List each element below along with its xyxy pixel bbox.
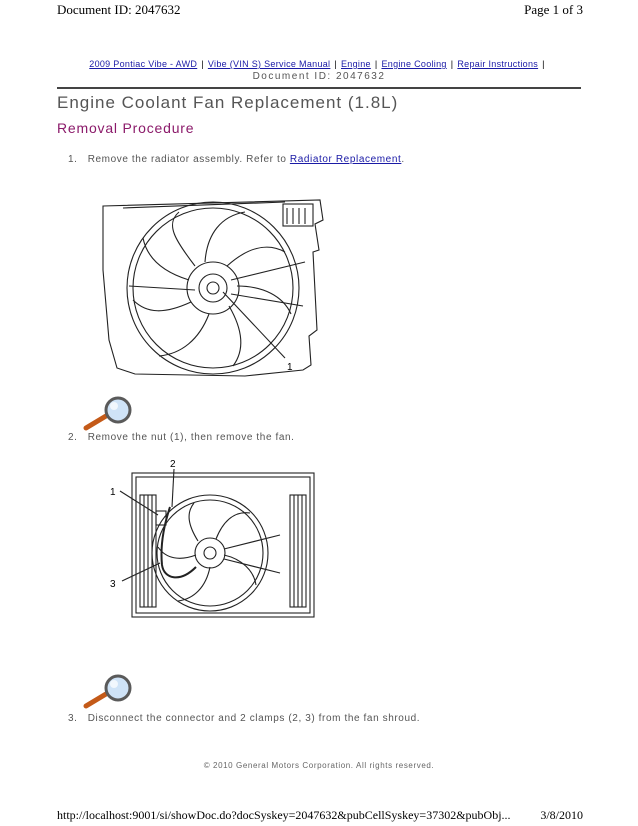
print-footer-url: http://localhost:9001/si/showDoc.do?docSyskey=2047632&pubCellSyskey=37302&pubObj...	[57, 808, 511, 822]
print-footer-date: 3/8/2010	[540, 808, 583, 822]
page-title: Engine Coolant Fan Replacement (1.8L)	[57, 93, 399, 112]
step-number: 1.	[68, 154, 78, 165]
fan-illustration	[95, 190, 335, 390]
breadcrumb-separator: |	[542, 59, 545, 69]
step-1	[68, 154, 405, 165]
step-text: Disconnect the connector and 2 clamps (2, 3) from the fan shroud.	[87, 713, 421, 724]
breadcrumb-separator: |	[334, 59, 337, 69]
print-header-page: Page 1 of 3	[524, 2, 583, 17]
section-title: Removal Procedure	[57, 120, 195, 136]
callout-1: 1	[110, 487, 116, 498]
header-divider	[57, 87, 581, 89]
step-text: Remove the nut (1), then remove the fan.	[87, 432, 295, 443]
step-suffix: .	[401, 154, 405, 165]
callout-2: 2	[170, 459, 176, 470]
print-header-docid: Document ID: 2047632	[57, 2, 181, 17]
breadcrumb	[57, 59, 581, 69]
magnifier-icon[interactable]	[80, 672, 134, 712]
callout-1: 1	[287, 362, 293, 373]
magnifier-icon[interactable]	[80, 394, 134, 434]
callout-3: 3	[110, 579, 116, 590]
fan-shroud-connector-illustration	[100, 455, 325, 620]
step-2	[68, 432, 295, 443]
breadcrumb-separator: |	[374, 59, 378, 69]
breadcrumb-vehicle[interactable]: 2009 Pontiac Vibe - AWD	[89, 59, 198, 69]
step-number: 2.	[68, 432, 78, 443]
breadcrumb-engine-cooling[interactable]: Engine Cooling	[381, 59, 447, 69]
breadcrumb-separator: |	[450, 59, 454, 69]
document-id-line: Document ID: 2047632	[252, 71, 386, 82]
breadcrumb-separator: |	[201, 59, 204, 69]
step-3	[68, 713, 420, 724]
breadcrumb-engine[interactable]: Engine	[341, 59, 371, 69]
breadcrumb-repair-instructions[interactable]: Repair Instructions	[457, 59, 539, 69]
copyright-notice: © 2010 General Motors Corporation. All rights reserved.	[203, 761, 435, 770]
step-text: Remove the radiator assembly. Refer to	[87, 154, 290, 165]
breadcrumb-manual[interactable]: Vibe (VIN S) Service Manual	[207, 59, 331, 69]
step-number: 3.	[68, 713, 78, 724]
radiator-replacement-link[interactable]: Radiator Replacement	[289, 154, 402, 165]
